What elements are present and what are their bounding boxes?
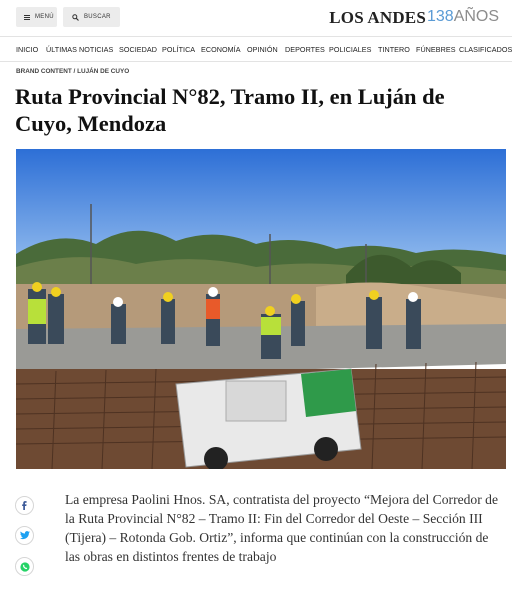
page-title: Ruta Provincial N°82, Tramo II, en Luján de Cuyo, Mendoza [15, 84, 445, 136]
nav-item-politica[interactable]: POLÍTICA [162, 45, 196, 54]
menu-button[interactable] [16, 7, 57, 27]
hamburger-icon [24, 15, 30, 20]
construction-site-illustration [16, 149, 506, 469]
facebook-icon [20, 501, 29, 510]
nav-item-funebres[interactable]: FÚNEBRES [416, 45, 456, 54]
nav-item-ultimas-noticias[interactable]: ÚLTIMAS NOTICIAS [46, 45, 114, 54]
nav-item-sociedad[interactable]: SOCIEDAD [119, 45, 157, 54]
site-logo[interactable]: LOS ANDES [329, 8, 426, 27]
anniversary-word: AÑOS [453, 8, 500, 25]
anniversary-number: 138 [427, 8, 454, 25]
twitter-share-button[interactable] [15, 526, 34, 545]
nav-item-tintero[interactable]: TINTERO [378, 45, 410, 54]
twitter-icon [20, 531, 30, 540]
anniversary-badge [427, 8, 499, 26]
section-nav [0, 36, 512, 62]
search-button[interactable] [63, 7, 120, 27]
hero-photo [16, 149, 506, 469]
nav-item-clasificados[interactable]: CLASIFICADOS [459, 45, 512, 54]
menu-label: MENÚ [35, 14, 54, 20]
nav-item-deportes[interactable]: DEPORTES [285, 45, 325, 54]
nav-item-economia[interactable]: ECONOMÍA [201, 45, 241, 54]
nav-item-inicio[interactable]: INICIO [16, 45, 39, 54]
nav-item-opinion[interactable]: OPINIÓN [247, 45, 278, 54]
article-lead: La empresa Paolini Hnos. SA, contratista del proyecto “Mejora del Corredor de la Ruta Provincial N°82 – Tramo II: Fin del Corredor del Oeste – Sección III (Tijera) – Rotonda Gob. Ortiz”, informa que continúan con la construcción de las obras en distintos frentes de trabajo [65, 492, 498, 564]
search-label: BUSCAR [84, 14, 111, 20]
nav-item-policiales[interactable]: POLICIALES [329, 45, 372, 54]
whatsapp-share-button[interactable] [15, 557, 34, 576]
whatsapp-icon [20, 562, 30, 572]
search-icon [72, 14, 79, 21]
facebook-share-button[interactable] [15, 496, 34, 515]
breadcrumb[interactable]: BRAND CONTENT / LUJÁN DE CUYO [16, 68, 130, 75]
top-bar [0, 0, 512, 36]
